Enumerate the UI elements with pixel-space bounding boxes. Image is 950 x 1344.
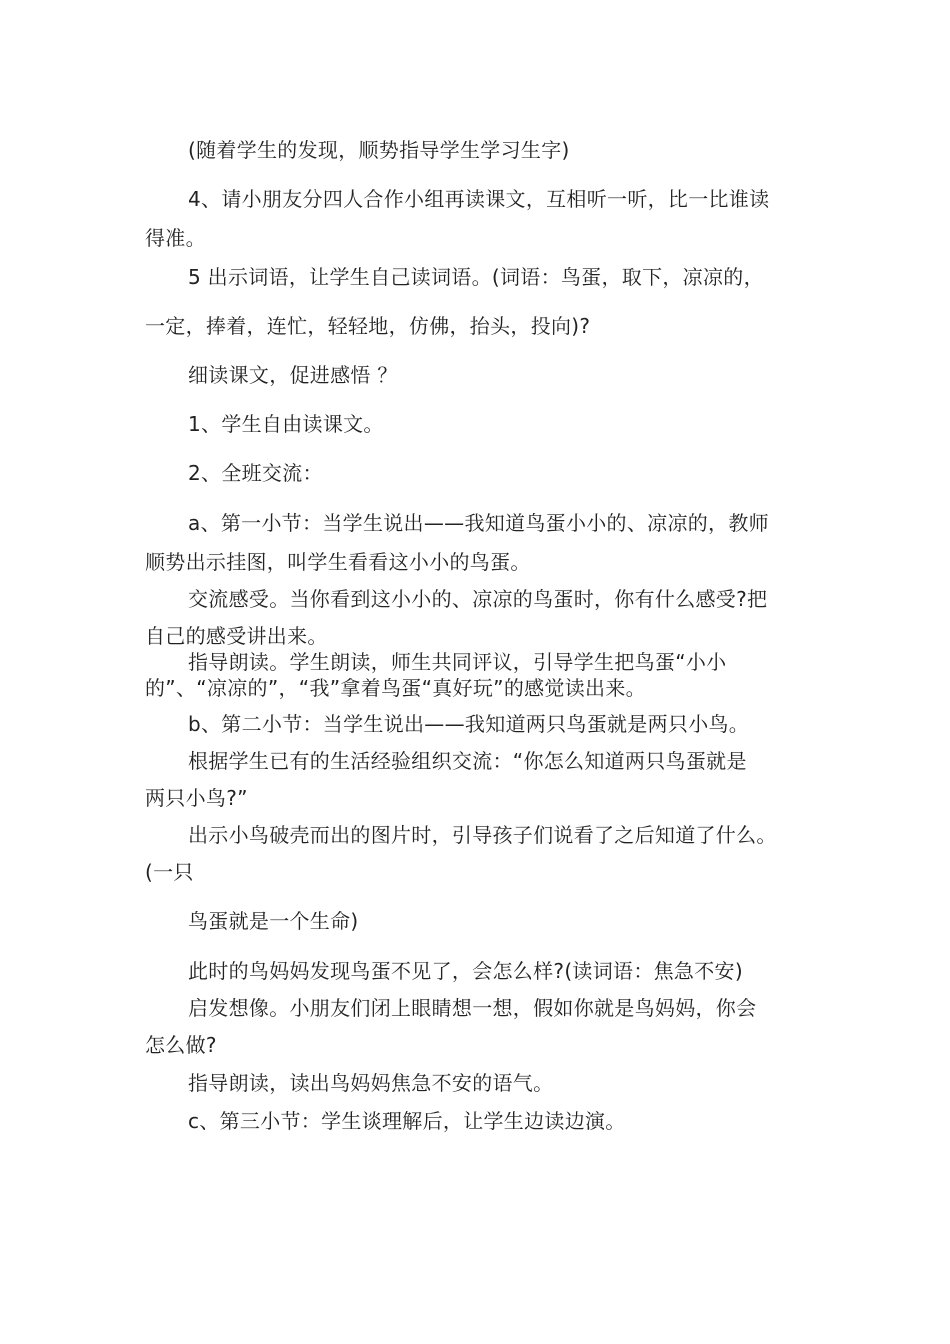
paragraph-line: 怎么做? <box>145 1033 217 1057</box>
paragraph-line: c、第三小节：学生谈理解后，让学生边读边演。 <box>188 1109 626 1133</box>
paragraph-line: 启发想像。小朋友们闭上眼睛想一想，假如你就是鸟妈妈，你会 <box>188 996 757 1020</box>
paragraph-line: a、第一小节：当学生说出——我知道鸟蛋小小的、凉凉的，教师 <box>188 511 769 535</box>
paragraph-line: 5 出示词语，让学生自己读词语。(词语：鸟蛋，取下，凉凉的， <box>188 265 764 289</box>
paragraph-line: 4、请小朋友分四人合作小组再读课文，互相听一听，比一比谁读 <box>188 187 770 211</box>
paragraph-line: 指导朗读。学生朗读，师生共同评议，引导学生把鸟蛋“小小 <box>188 650 727 674</box>
paragraph-line: 得准。 <box>145 226 206 250</box>
paragraph-line: 根据学生已有的生活经验组织交流：“你怎么知道两只鸟蛋就是 <box>188 749 747 773</box>
paragraph-line: 出示小鸟破壳而出的图片时，引导孩子们说看了之后知道了什么。 <box>188 823 777 847</box>
paragraph-line: 指导朗读，读出鸟妈妈焦急不安的语气。 <box>188 1071 554 1095</box>
paragraph-line: 自己的感受讲出来。 <box>145 624 328 648</box>
paragraph-line: (一只 <box>145 860 194 884</box>
paragraph-line: 顺势出示挂图，叫学生看看这小小的鸟蛋。 <box>145 550 531 574</box>
paragraph-line: b、第二小节：当学生说出——我知道两只鸟蛋就是两只小鸟。 <box>188 712 750 736</box>
paragraph-line: 一定，捧着，连忙，轻轻地，仿佛，抬头，投向)? <box>145 314 591 338</box>
paragraph-line: (随着学生的发现，顺势指导学生学习生字) <box>188 138 570 162</box>
paragraph-line: 两只小鸟?” <box>145 786 248 810</box>
paragraph-line: 鸟蛋就是一个生命) <box>188 909 359 933</box>
paragraph-line: 交流感受。当你看到这小小的、凉凉的鸟蛋时，你有什么感受?把 <box>188 587 768 611</box>
section-heading: 细读课文，促进感悟 ？ <box>188 363 398 387</box>
paragraph-line: 此时的鸟妈妈发现鸟蛋不见了，会怎么样?(读词语：焦急不安) <box>188 959 743 983</box>
paragraph-line: 1、学生自由读课文。 <box>188 412 384 436</box>
paragraph-line: 的”、“凉凉的”，“我”拿着鸟蛋“真好玩”的感觉读出来。 <box>145 676 646 700</box>
paragraph-line: 2、全班交流： <box>188 461 323 485</box>
